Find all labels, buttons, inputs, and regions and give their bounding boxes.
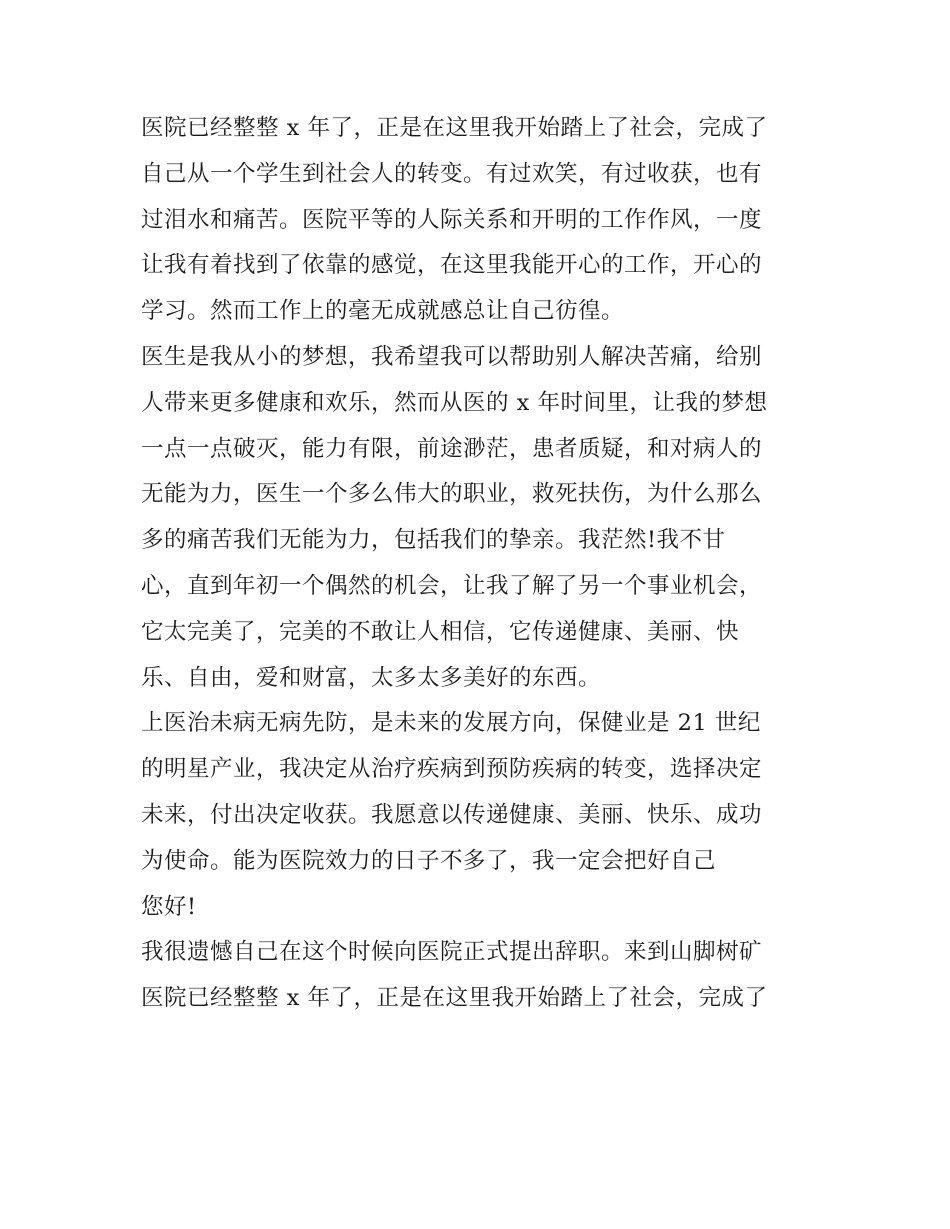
text-line: 未来，付出决定收获。我愿意以传递健康、美丽、快乐、成功 [141,801,763,828]
text-line: 多的痛苦我们无能为力，包括我们的挚亲。我茫然!我不甘 [141,527,726,554]
document-body [141,106,821,1022]
text-line: 医生是我从小的梦想，我希望我可以帮助别人解决苦痛，给别 [141,343,763,370]
text-line: 医院已经整整 x 年了，正是在这里我开始踏上了社会，完成了 [141,115,768,141]
text-line: 无能为力，医生一个多么伟大的职业，救死扶伤，为什么那么 [141,481,763,508]
text-line: 自己从一个学生到社会人的转变。有过欢笑，有过收获，也有 [141,160,763,187]
text-line: 我很遗憾自己在这个时候向医院正式提出辞职。来到山脚树矿 [141,939,763,966]
text-line: 它太完美了，完美的不敢让人相信，它传递健康、美丽、快 [141,618,740,645]
text-line: 人带来更多健康和欢乐，然而从医的 x 年时间里，让我的梦想 [141,389,768,416]
text-line: 让我有着找到了依靠的感觉，在这里我能开心的工作，开心的 [141,252,763,279]
text-line: 心，直到年初一个偶然的机会，让我了解了另一个事业机会， [141,572,763,599]
text-line: 您好! [141,893,197,920]
text-line: 乐、自由，爱和财富，太多太多美好的东西。 [141,664,602,691]
text-line: 上医治未病无病先防，是未来的发展方向，保健业是 21 世纪 [141,710,761,737]
text-line: 一点一点破灭，能力有限，前途渺茫，患者质疑，和对病人的 [141,435,763,462]
text-line: 学习。然而工作上的毫无成就感总让自己彷徨。 [141,298,625,325]
text-line: 过泪水和痛苦。医院平等的人际关系和开明的工作作风，一度 [141,206,763,233]
text-line: 的明星产业，我决定从治疗疾病到预防疾病的转变，选择决定 [141,756,763,783]
text-line: 医院已经整整 x 年了，正是在这里我开始踏上了社会，完成了 [141,985,768,1012]
text-line: 为使命。能为医院效力的日子不多了，我一定会把好自己 [141,847,717,874]
